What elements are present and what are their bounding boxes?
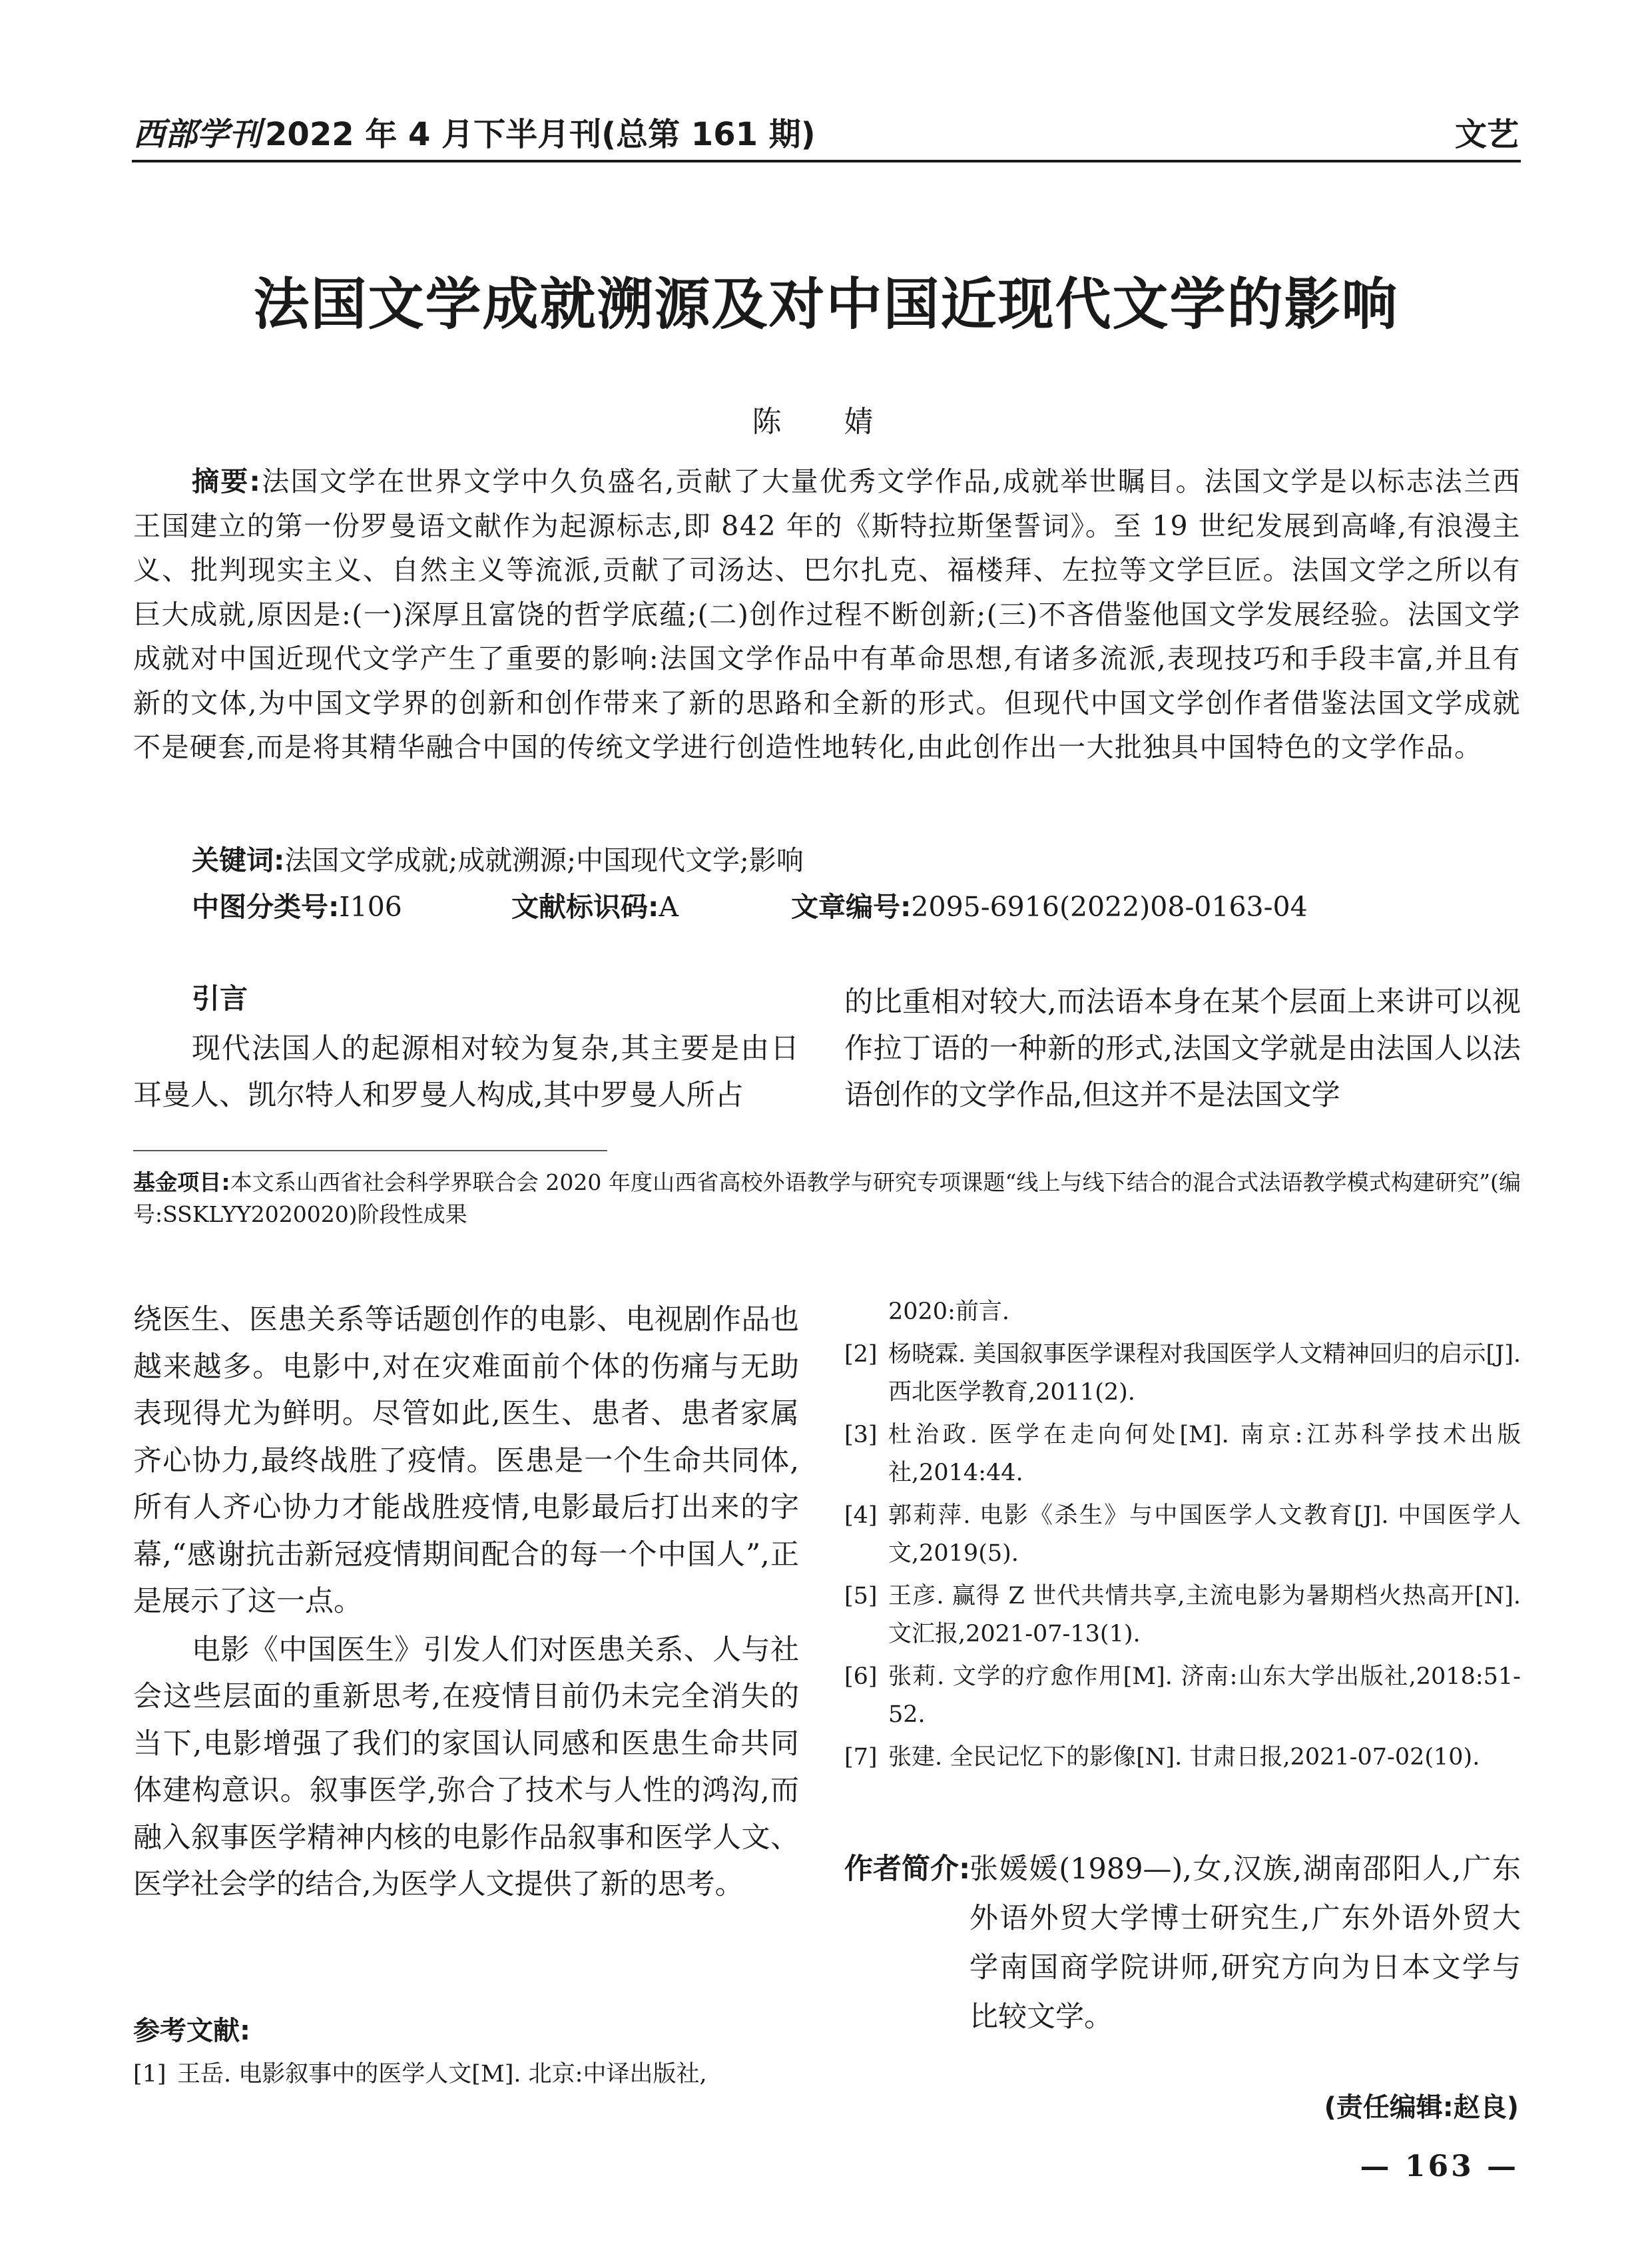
reference-text: 杨晓霖. 美国叙事医学课程对我国医学人文精神回归的启示[J]. 西北医学教育,2011(2).	[888, 1341, 1521, 1406]
document-code-label: 文献标识码:	[511, 891, 659, 923]
document-code	[511, 887, 679, 927]
keywords-label: 关键词:	[192, 844, 285, 876]
reference-item	[844, 1336, 1521, 1412]
reference-number: [4]	[844, 1502, 878, 1529]
issue-info: 2022 年 4 月下半月刊(总第 161 期)	[265, 116, 816, 153]
body-paragraph: 电影《中国医生》引发人们对医患关系、人与社会这些层面的重新思考,在疫情目前仍未完全消失的当下,电影增强了我们的家国认同感和医患生命共同体建构意识。叙事医学,弥合了技术与人性的鸿沟,而融入叙事医学精神内核的电影作品叙事和医学人文、医学社会学的结合,为医学人文提供了新的思考。	[133, 1633, 799, 1901]
article-number-label: 文章编号:	[791, 891, 912, 923]
reference-text: 2020:前言.	[888, 1298, 1009, 1325]
section-label: 文艺	[1454, 116, 1519, 153]
clc-label: 中图分类号:	[192, 891, 340, 923]
reference-number: [3]	[844, 1422, 878, 1448]
reference-item	[133, 2056, 799, 2094]
body-left-column	[133, 1296, 799, 1908]
reference-text: 张建. 全民记忆下的影像[N]. 甘肃日报,2021-07-02(10).	[888, 1744, 1480, 1771]
reference-text: 杜治政. 医学在走向何处[M]. 南京:江苏科学技术出版社,2014:44.	[888, 1422, 1521, 1486]
reference-item	[844, 1658, 1521, 1734]
clc-number	[192, 887, 402, 927]
reference-item	[844, 1739, 1521, 1777]
keywords	[192, 840, 804, 880]
footnote-rule	[133, 1150, 607, 1151]
author-bio-label: 作者简介:	[844, 1852, 971, 1886]
reference-number: [5]	[844, 1583, 878, 1609]
author-bio-text: 张媛媛(1989—),女,汉族,湖南邵阳人,广东外语外贸大学博士研究生,广东外语外贸大学南国商学院讲师,研究方向为日本文学与比较文学。	[969, 1852, 1521, 2034]
reference-text: 郭莉萍. 电影《杀生》与中国医学人文教育[J]. 中国医学人文,2019(5).	[888, 1502, 1521, 1567]
body-paragraph: 绕医生、医患关系等话题创作的电影、电视剧作品也越来越多。电影中,对在灾难面前个体的伤痛与无助表现得尤为鲜明。尽管如此,医生、患者、患者家属齐心协力,最终战胜了疫情。医患是一个生命共同体,所有人齐心协力才能战胜疫情,电影最后打出来的字幕,“感谢抗击新冠疫情期间配合的每一个中国人”,正是展示了这一点。	[133, 1303, 799, 1618]
reference-text: 王岳. 电影叙事中的医学人文[M]. 北京:中译出版社,	[177, 2061, 707, 2088]
abstract-text: 法国文学在世界文学中久负盛名,贡献了大量优秀文学作品,成就举世瞩目。法国文学是以标志法兰西王国建立的第一份罗曼语文献作为起源标志,即 842 年的《斯特拉斯堡誓词》。至 19 世纪发展到高峰,有浪漫主义、批判现实主义、自然主义等流派,贡献了司汤达、巴尔扎克、福楼拜、左拉等文学巨匠。法国文学之所以有巨大成就,原因是:(一)深厚且富饶的哲学底蕴;(二)创作过程不断创新;(三)不吝借鉴他国文学发展经验。法国文学成就对中国近现代文学产生了重要的影响:法国文学作品中有革命思想,有诸多流派,表现技巧和手段丰富,并且有新的文体,为中国文学界的创新和创作带来了新的思路和全新的形式。但现代中国文学创作者借鉴法国文学成就不是硬套,而是将其精华融合中国的传统文学进行创造性地转化,由此创作出一大批独具中国特色的文学作品。	[133, 465, 1521, 763]
reference-number: [1]	[133, 2061, 166, 2088]
reference-number: [2]	[844, 1341, 878, 1368]
abstract	[133, 459, 1521, 770]
clc-value: I106	[339, 891, 402, 923]
reference-continuation	[844, 1293, 1521, 1331]
article-title: 法国文学成就溯源及对中国近现代文学的影响	[253, 271, 1399, 337]
reference-number: [6]	[844, 1663, 878, 1690]
reference-item	[844, 1577, 1521, 1653]
footnote-label: 基金项目:	[133, 1169, 230, 1195]
reference-item	[844, 1497, 1521, 1573]
reference-text: 王彦. 赢得 Z 世代共情共享,主流电影为暑期档火热高开[N]. 文汇报,2021-07-13(1).	[888, 1583, 1521, 1647]
page-number: — 163 —	[1360, 2149, 1519, 2183]
article-number-value: 2095-6916(2022)08-0163-04	[911, 891, 1308, 923]
intro-paragraph-right: 的比重相对较大,而法语本身在某个层面上来讲可以视作拉丁语的一种新的形式,法国文学就是由法国人以法语创作的文学作品,但这并不是法国文学	[844, 985, 1521, 1112]
intro-paragraph-left: 现代法国人的起源相对较为复杂,其主要是由日耳曼人、凯尔特人和罗曼人构成,其中罗曼人所占	[133, 1032, 799, 1112]
keywords-text: 法国文学成就;成就溯源;中国现代文学;影响	[284, 844, 804, 876]
reference-text: 张莉. 文学的疗愈作用[M]. 济南:山东大学出版社,2018:51-52.	[888, 1663, 1521, 1728]
journal-logo: 西部学刊	[133, 116, 262, 153]
author-bio	[844, 1844, 1521, 2042]
article-number	[791, 887, 1308, 927]
header-rule	[132, 160, 1521, 162]
references-right-column	[844, 1293, 1521, 1781]
document-code-value: A	[659, 891, 679, 923]
running-header	[133, 115, 816, 154]
article-author: 陈 婧	[752, 405, 900, 439]
footnote-text: 本文系山西省社会科学界联合会 2020 年度山西省高校外语教学与研究专项课题“线上与线下结合的混合式法语教学模式构建研究”(编号:SSKLYY2020020)阶段性成果	[133, 1169, 1521, 1227]
references-heading: 参考文献:	[133, 2016, 250, 2046]
reference-number: [7]	[844, 1744, 878, 1771]
reference-item	[844, 1416, 1521, 1492]
responsible-editor: (责任编辑:赵良)	[1324, 2092, 1519, 2123]
abstract-label: 摘要:	[192, 465, 262, 497]
funding-footnote	[133, 1167, 1521, 1231]
intro-heading: 引言	[192, 982, 248, 1015]
